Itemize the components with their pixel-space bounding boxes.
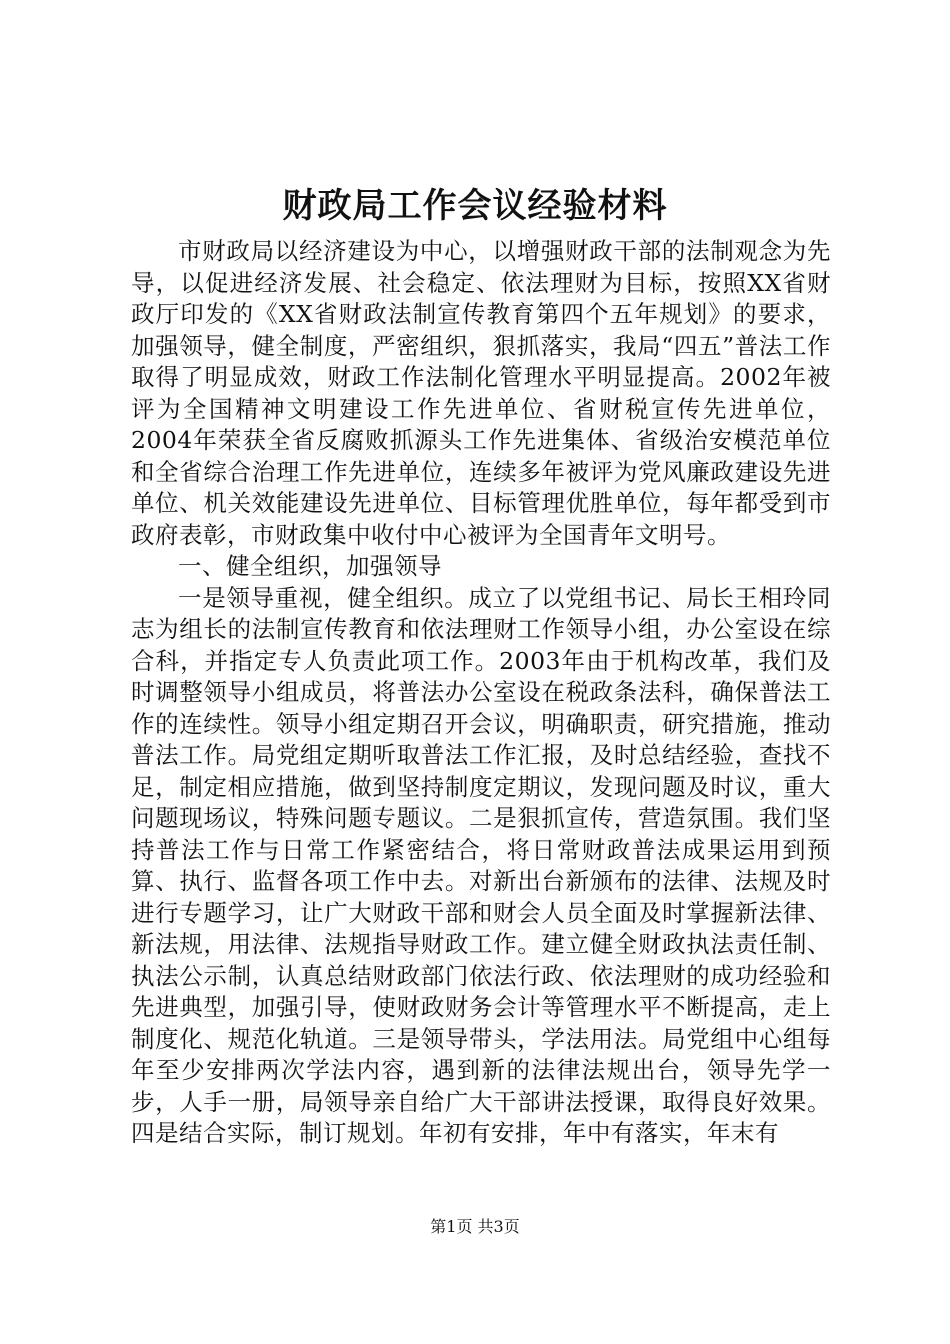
paragraph-section-1: 一是领导重视，健全组织。成立了以党组书记、局长王相玲同志为组长的法制宣传教育和依法理财工作领导小组，办公室设在综合科，并指定专人负责此项工作。2003年由于机构改革，我们及时调整领导小组成员，将普法办公室设在税政条法科，确保普法工作的连续性。领导小组定期召开会议，明确职责，研究措施，推动普法工作。局党组定期听取普法工作汇报，及时总结经验，查找不足，制定相应措施，做到坚持制度定期议，发现问题及时议，重大问题现场议，特殊问题专题议。二是狠抓宣传，营造氛围。我们坚持普法工作与日常工作紧密结合，将日常财政普法成果运用到预算、执行、监督各项工作中去。对新出台新颁布的法律、法规及时进行专题学习，让广大财政干部和财会人员全面及时掌握新法律、新法规，用法律、法规指导财政工作。建立健全财政执法责任制、执法公示制，认真总结财政部门依法行政、依法理财的成功经验和先进典型，加强引导，使财政财务会计等管理水平不断提高，走上制度化、规范化轨道。三是领导带头，学法用法。局党组中心组每年至少安排两次学法内容，遇到新的法律法规出台，领导先学一步，人手一册，局领导亲自给广大干部讲法授课，取得良好效果。四是结合实际，制订规划。年初有安排，年中有落实，年末有 [131, 583, 831, 1147]
paragraph-intro: 市财政局以经济建设为中心，以增强财政干部的法制观念为先导，以促进经济发展、社会稳定、依法理财为目标，按照XX省财政厅印发的《XX省财政法制宣传教育第四个五年规划》的要求，加强领导，健全制度，严密组织，狠抓落实，我局“四五”普法工作取得了明显成效，财政工作法制化管理水平明显提高。2002年被评为全国精神文明建设工作先进单位、省财税宣传先进单位，2004年荣获全省反腐败抓源头工作先进集体、省级治安模范单位和全省综合治理工作先进单位，连续多年被评为党风廉政建设先进单位、机关效能建设先进单位、目标管理优胜单位，每年都受到市政府表彰，市财政集中收付中心被评为全国青年文明号。 [131, 237, 831, 549]
document-title: 财政局工作会议经验材料 [282, 186, 668, 226]
page-footer: 第1页 共3页 [430, 1217, 520, 1236]
section-heading-1: 一、健全组织，加强领导 [178, 552, 442, 580]
document-body [131, 236, 831, 1150]
